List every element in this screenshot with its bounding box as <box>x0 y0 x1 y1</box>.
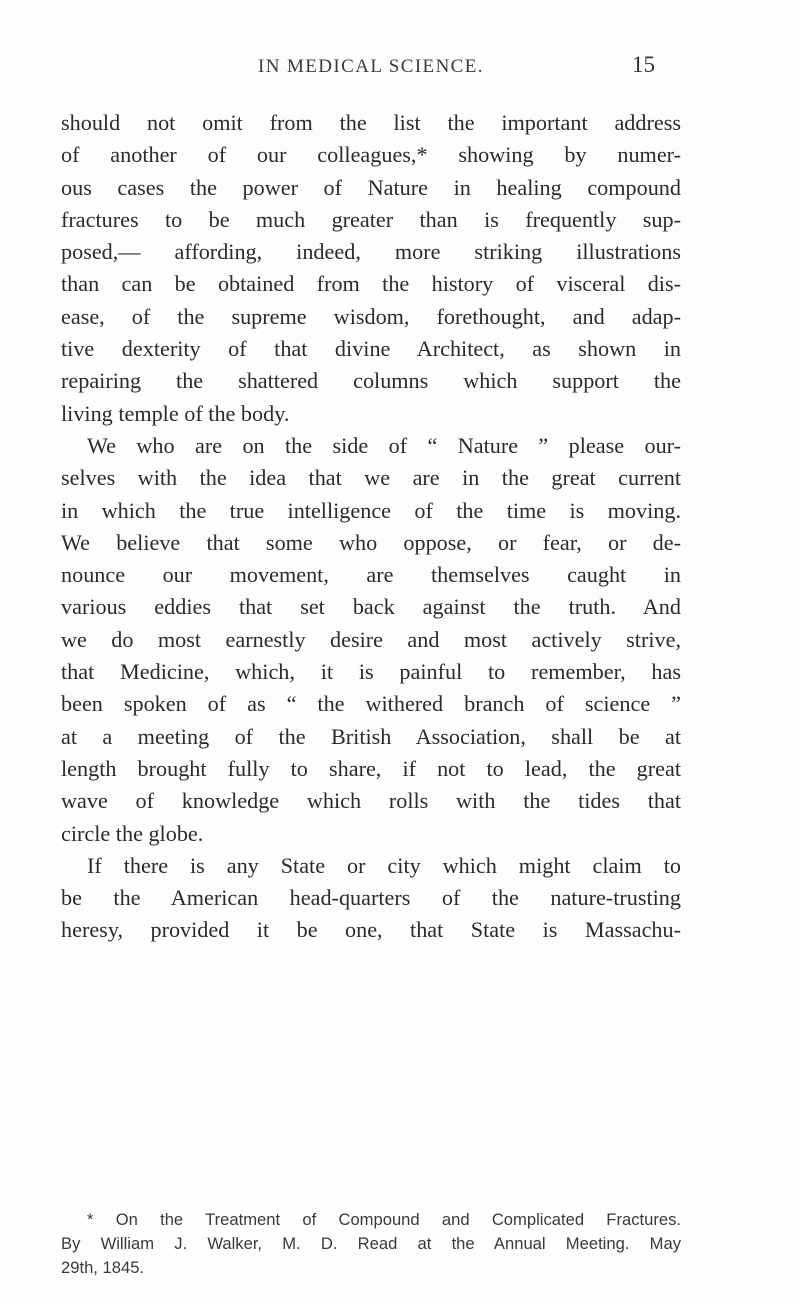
body-line: fractures to be much greater than is frequently sup- <box>61 206 681 232</box>
body-line: circle the globe. <box>61 820 204 846</box>
body-line: been spoken of as “ the withered branch of science ” <box>61 691 681 717</box>
body-line: wave of knowledge which rolls with the tides that <box>61 788 681 814</box>
page-number: 15 <box>632 52 655 77</box>
body-line: tive dexterity of that divine Architect, as shown in <box>61 336 681 362</box>
body-line: should not omit from the list the important address <box>61 110 681 135</box>
body-text <box>61 107 681 947</box>
body-line: than can be obtained from the history of visceral dis- <box>61 271 681 297</box>
body-line: heresy, provided it be one, that State is Massachu- <box>61 917 681 943</box>
body-line: We believe that some who oppose, or fear, or de- <box>61 529 681 555</box>
body-line: various eddies that set back against the truth. And <box>61 594 681 620</box>
footnote-line: 29th, 1845. <box>61 1258 145 1277</box>
body-line: length brought fully to share, if not to lead, the great <box>61 755 681 781</box>
body-line: at a meeting of the British Association, shall be at <box>61 723 681 749</box>
body-line: repairing the shattered columns which support the <box>61 368 681 394</box>
body-line: of another of our colleagues,* showing by numer- <box>61 142 681 168</box>
running-head: IN MEDICAL SCIENCE. <box>258 56 484 77</box>
body-line: If there is any State or city which might claim to <box>87 852 681 878</box>
body-line: that Medicine, which, it is painful to remember, has <box>61 659 681 685</box>
body-line: posed,— affording, indeed, more striking illustrations <box>61 239 681 265</box>
body-line: ous cases the power of Nature in healing compound <box>61 174 681 200</box>
footnote <box>61 1208 681 1280</box>
body-line: ease, of the supreme wisdom, forethought, and adap- <box>61 303 681 329</box>
body-line: in which the true intelligence of the time is moving. <box>61 497 681 523</box>
footnote-line: By William J. Walker, M. D. Read at the Annual Meeting. May <box>61 1234 681 1253</box>
body-line: nounce our movement, are themselves caught in <box>61 562 681 588</box>
body-line: be the American head-quarters of the nature-trusting <box>61 885 681 911</box>
footnote-line: * On the Treatment of Compound and Complicated Fractures. <box>87 1210 681 1229</box>
body-line: we do most earnestly desire and most actively strive, <box>61 626 681 652</box>
body-line: We who are on the side of “ Nature ” please our- <box>87 432 681 458</box>
body-line: selves with the idea that we are in the great current <box>61 465 681 491</box>
body-line: living temple of the body. <box>61 400 290 426</box>
